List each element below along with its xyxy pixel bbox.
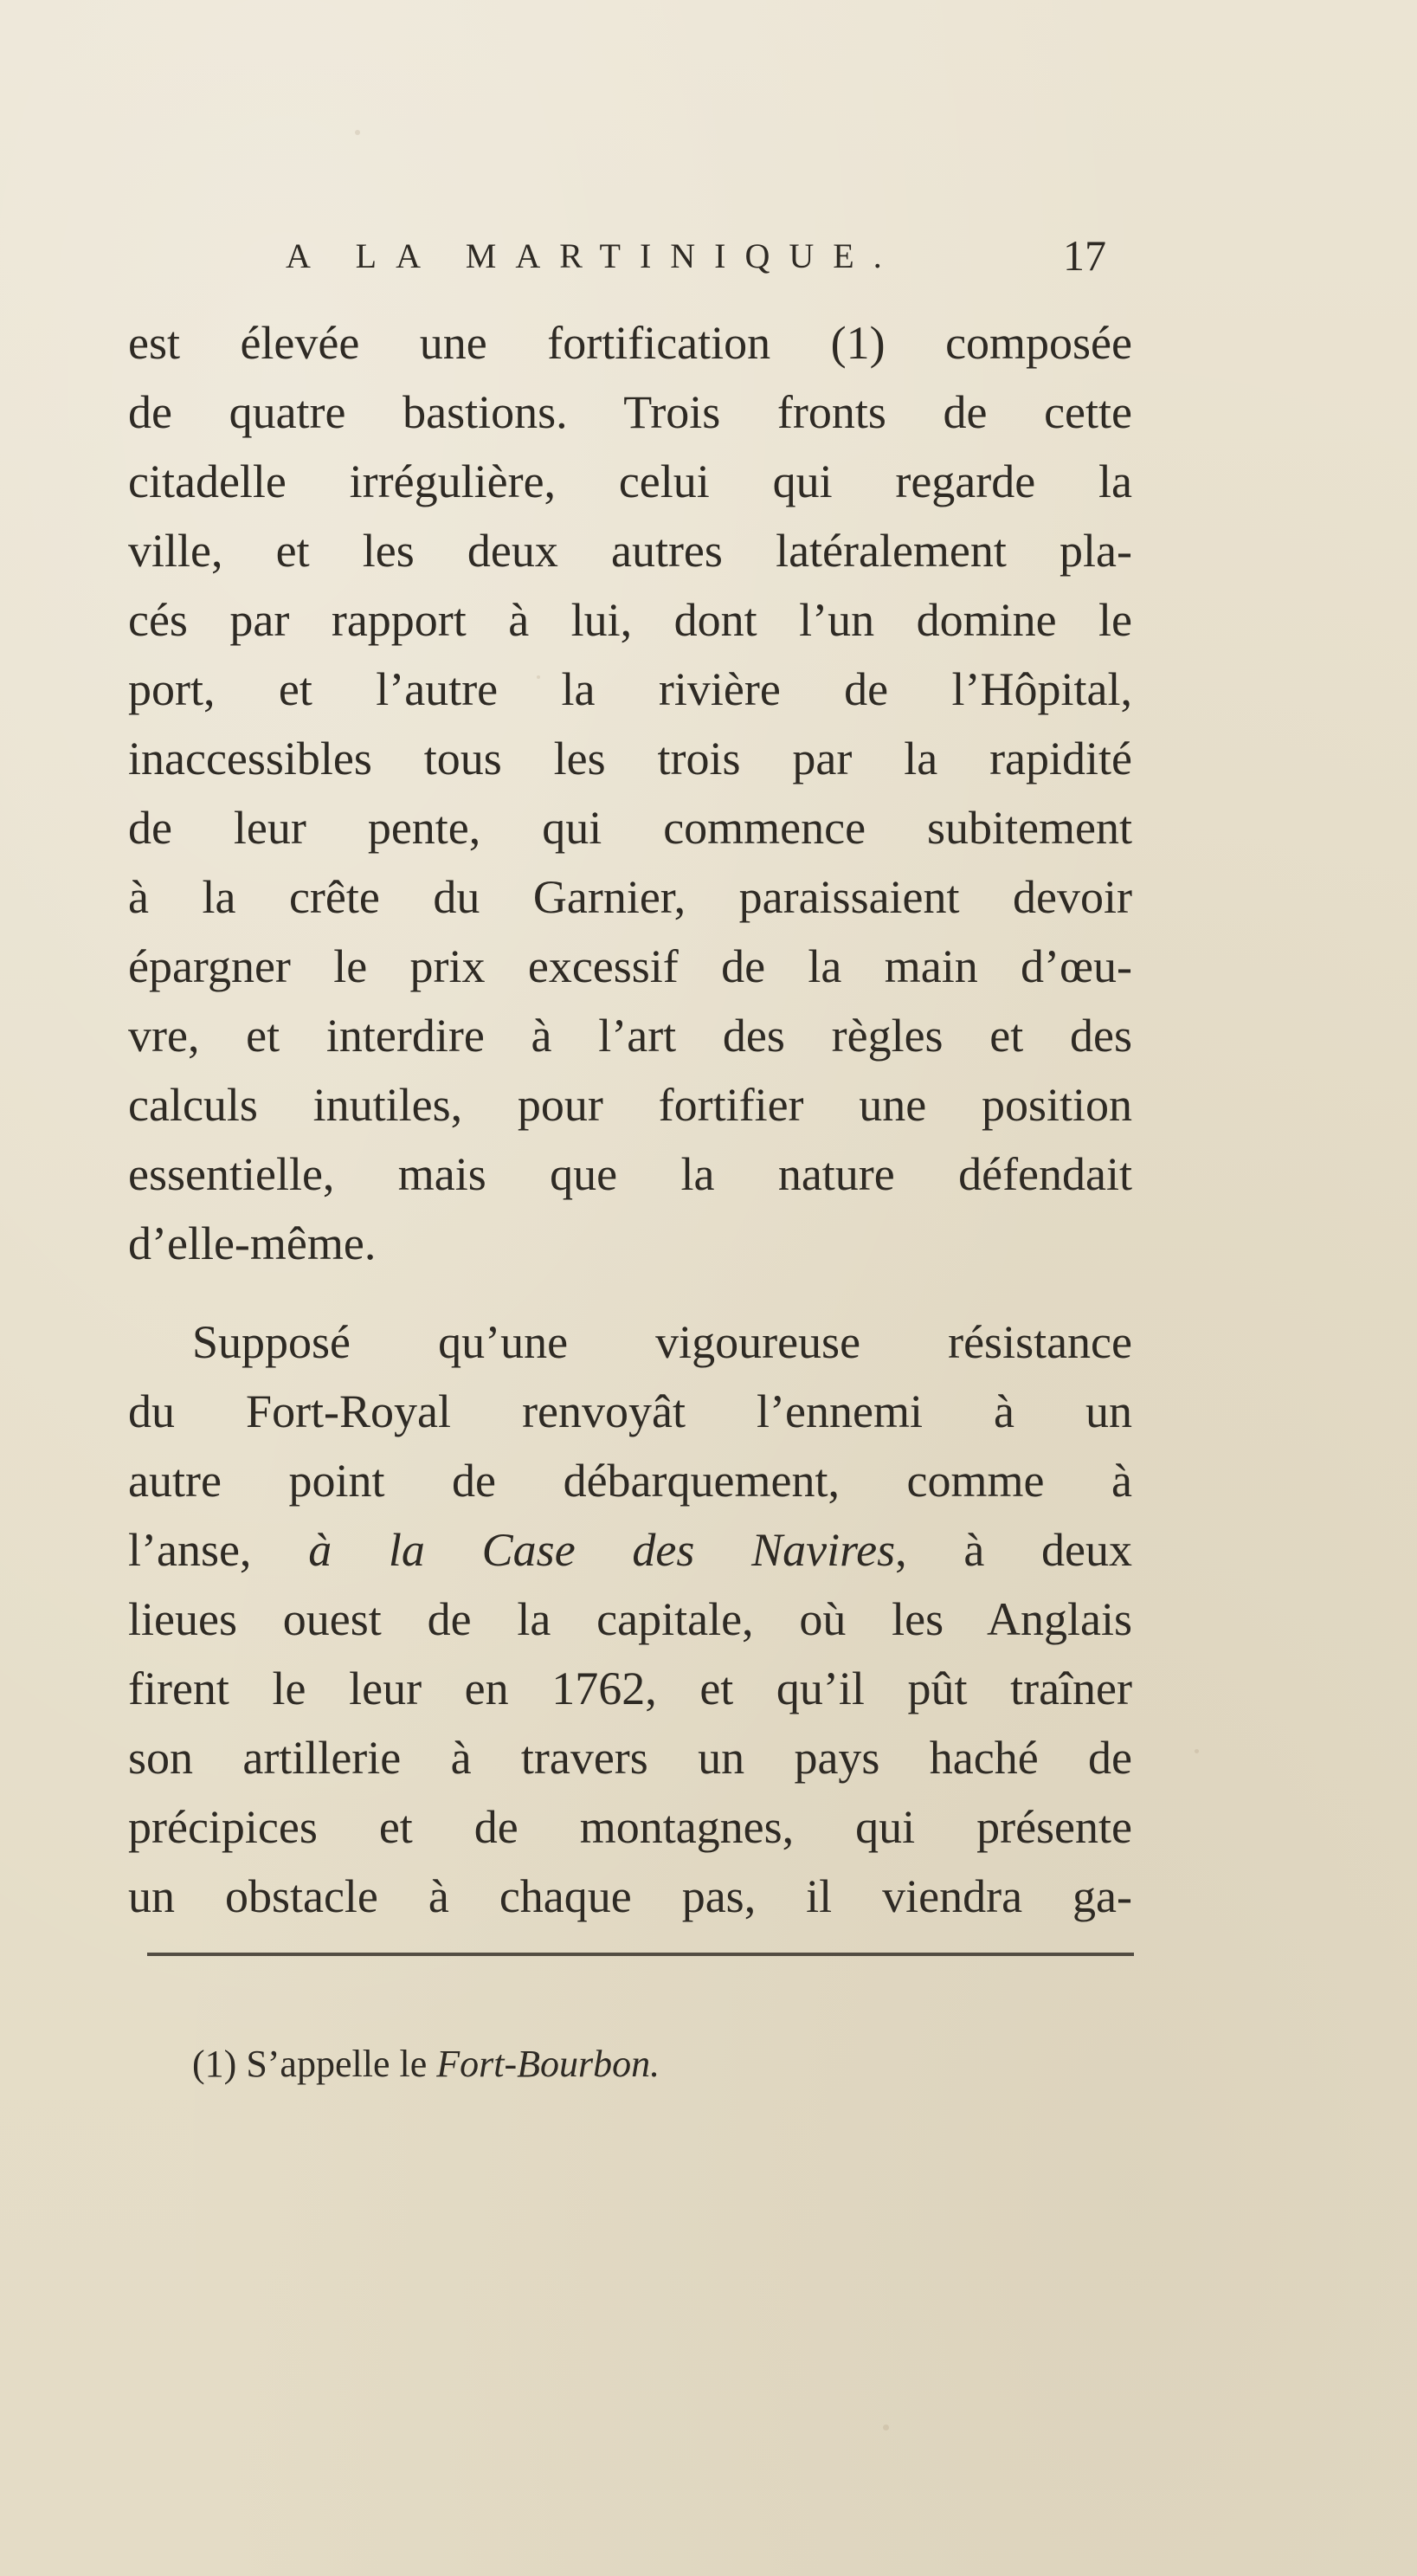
text-line: Supposé qu’une vigoureuse résistance: [192, 1316, 1132, 1368]
text-line: cés par rapport à lui, dont l’un domine le: [128, 594, 1132, 646]
text-segment: , à deux: [895, 1524, 1133, 1576]
page-number: 17: [1063, 231, 1106, 280]
text-line: de leur pente, qui commence subitement: [128, 802, 1132, 854]
text-line: citadelle irrégulière, celui qui regarde la: [128, 455, 1132, 507]
text-line: firent le leur en 1762, et qu’il pût traîner: [128, 1662, 1132, 1714]
text-line: inaccessibles tous les trois par la rapidité: [128, 733, 1132, 784]
text-line: d’elle-même.: [128, 1217, 377, 1269]
paragraph-gap: [128, 1278, 1132, 1307]
text-line: du Fort-Royal renvoyât l’ennemi à un: [128, 1385, 1132, 1437]
page-header: [286, 231, 1151, 296]
text-line: est élevée une fortification (1) composée: [128, 317, 1132, 369]
text-line: épargner le prix excessif de la main d’œu-: [128, 940, 1132, 992]
paper-spot: [883, 2424, 889, 2431]
text-line: son artillerie à travers un pays haché de: [128, 1732, 1132, 1784]
paper-spot: [355, 130, 360, 135]
text-line: calculs inutiles, pour fortifier une position: [128, 1079, 1132, 1131]
text-line: port, et l’autre la rivière de l’Hôpital,: [128, 663, 1132, 715]
running-title: A LA MARTINIQUE.: [286, 236, 901, 275]
text-line: de quatre bastions. Trois fronts de cette: [128, 386, 1132, 438]
text-line: [128, 1515, 1132, 1585]
footnote-text: S’appelle le: [236, 2043, 437, 2085]
text-line: vre, et interdire à l’art des règles et des: [128, 1010, 1132, 1062]
footnote-marker: (1): [192, 2043, 237, 2085]
footnote-italic: Fort-Bourbon.: [436, 2043, 660, 2085]
text-line: précipices et de montagnes, qui présente: [128, 1801, 1132, 1853]
text-line: autre point de débarquement, comme à: [128, 1455, 1132, 1507]
footnote: [192, 2042, 660, 2086]
footnote-divider: [147, 1953, 1134, 1956]
text-line: lieues ouest de la capitale, où les Anglais: [128, 1593, 1132, 1645]
text-segment: l’anse,: [128, 1524, 309, 1576]
text-line: un obstacle à chaque pas, il viendra ga-: [128, 1870, 1132, 1922]
text-line: ville, et les deux autres latéralement pla-: [128, 525, 1132, 577]
text-line: essentielle, mais que la nature défendait: [128, 1148, 1132, 1200]
text-line: à la crête du Garnier, paraissaient devoir: [128, 871, 1132, 923]
body-text: [128, 308, 1132, 1931]
paper-spot: [1195, 1749, 1199, 1753]
italic-place-name: à la Case des Navires: [308, 1524, 896, 1576]
